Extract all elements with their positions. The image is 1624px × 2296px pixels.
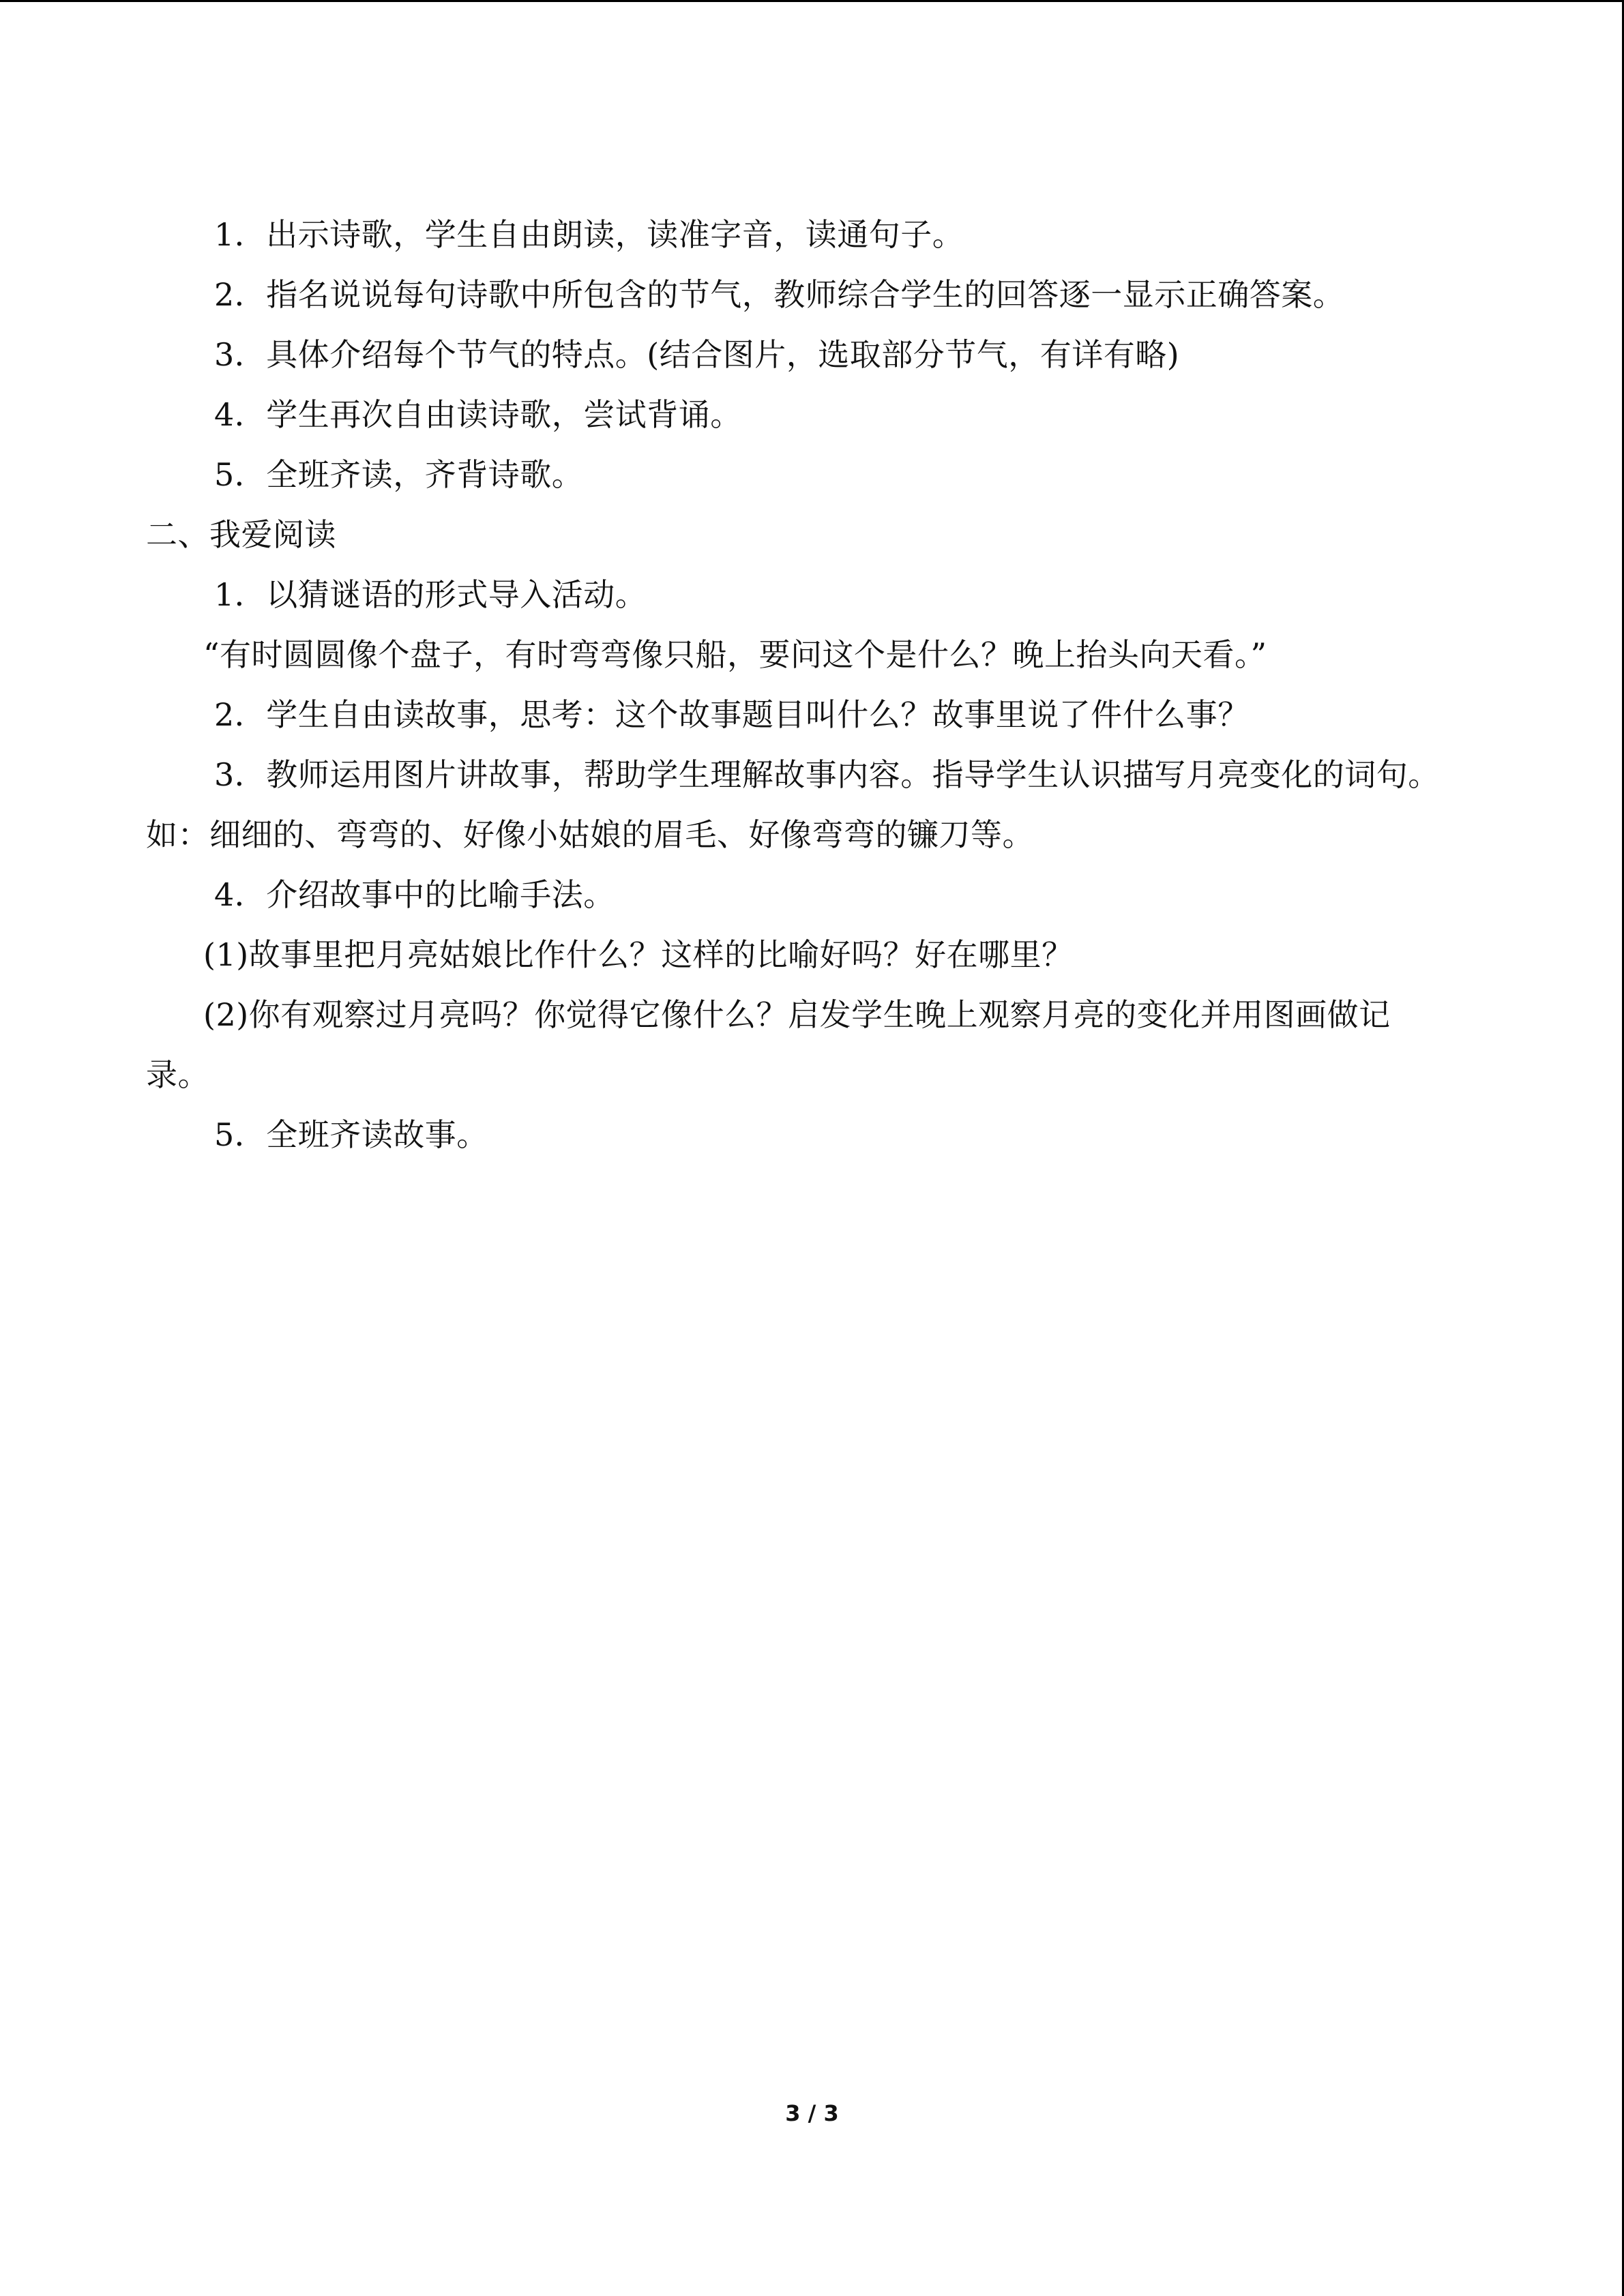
- step-5-line: 5．全班齐读，齐背诗歌。: [214, 456, 584, 493]
- step-3-line: 3．具体介绍每个节气的特点。(结合图片，选取部分节气，有详有略): [214, 336, 1180, 373]
- page-number: 3 / 3: [785, 2100, 839, 2126]
- reading-step-5-line: 5．全班齐读故事。: [214, 1116, 488, 1153]
- reading-step-4-line: 4．介绍故事中的比喻手法。: [214, 876, 615, 913]
- document-body: [146, 205, 1476, 1165]
- sub-question-2-continuation: 录。: [146, 1056, 209, 1093]
- sub-question-1-line: (1)故事里把月亮姑娘比作什么？这样的比喻好吗？好在哪里？: [203, 936, 1074, 973]
- section-heading-reading: 二、我爱阅读: [146, 516, 336, 553]
- step-4-line: 4．学生再次自由读诗歌，尝试背诵。: [214, 396, 742, 433]
- reading-step-3-line: 3．教师运用图片讲故事，帮助学生理解故事内容。指导学生认识描写月亮变化的词句。: [214, 756, 1440, 793]
- riddle-quote-line: “有时圆圆像个盘子，有时弯弯像只船，要问这个是什么？晚上抬头向天看。”: [203, 636, 1267, 673]
- sub-question-2-line: (2)你有观察过月亮吗？你觉得它像什么？启发学生晚上观察月亮的变化并用图画做记: [203, 996, 1391, 1033]
- reading-step-2-line: 2．学生自由读故事，思考：这个故事题目叫什么？故事里说了件什么事？: [214, 696, 1250, 733]
- reading-step-1-line: 1．以猜谜语的形式导入活动。: [214, 576, 647, 613]
- step-2-line: 2．指名说说每句诗歌中所包含的节气，教师综合学生的回答逐一显示正确答案。: [214, 276, 1345, 313]
- step-1-line: 1．出示诗歌，学生自由朗读，读准字音，读通句子。: [214, 216, 964, 253]
- reading-step-3-continuation: 如：细细的、弯弯的、好像小姑娘的眉毛、好像弯弯的镰刀等。: [146, 816, 1034, 853]
